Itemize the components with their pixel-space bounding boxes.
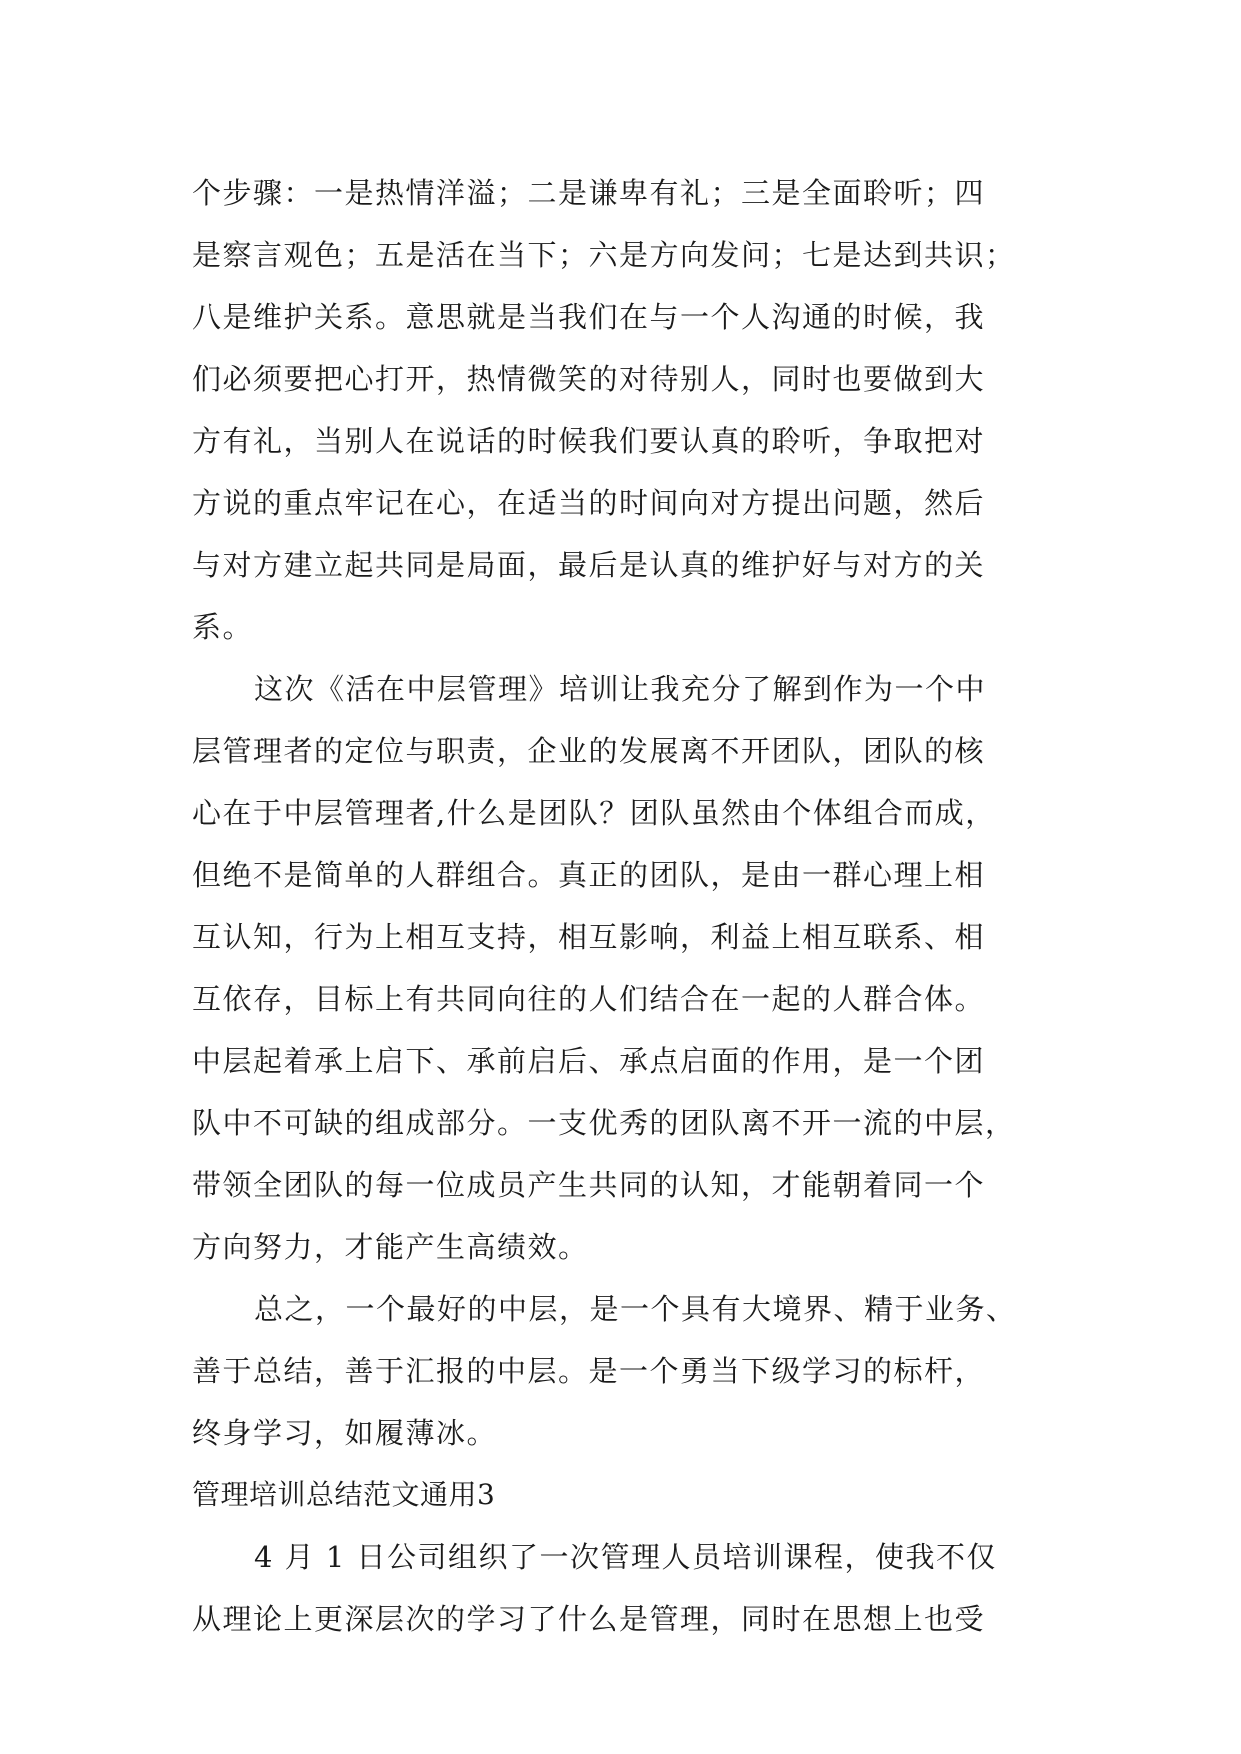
text-line: 带领全团队的每一位成员产生共同的认知，才能朝着同一个 — [192, 1168, 986, 1202]
text-line: 中层起着承上启下、承前启后、承点启面的作用，是一个团 — [192, 1044, 986, 1078]
text-line: 方向努力，才能产生高绩效。 — [192, 1230, 589, 1264]
text-line: 方有礼，当别人在说话的时候我们要认真的聆听，争取把对 — [192, 424, 986, 458]
text-line: 4 月 1 日公司组织了一次管理人员培训课程，使我不仅 — [254, 1540, 998, 1574]
text-line: 善于总结，善于汇报的中层。是一个勇当下级学习的标杆， — [192, 1354, 986, 1388]
text-line: 与对方建立起共同是局面，最后是认真的维护好与对方的关 — [192, 548, 986, 582]
text-line: 们必须要把心打开，热情微笑的对待别人，同时也要做到大 — [192, 362, 986, 396]
text-line: 是察言观色；五是活在当下；六是方向发问；七是达到共识； — [192, 238, 1016, 272]
text-line: 系。 — [192, 610, 254, 644]
text-line: 层管理者的定位与职责，企业的发展离不开团队，团队的核 — [192, 734, 986, 768]
paragraph-3 — [192, 1278, 1092, 1464]
section-heading: 管理培训总结范文通用3 — [192, 1478, 496, 1511]
text-line: 互依存，目标上有共同向往的人们结合在一起的人群合体。 — [192, 982, 986, 1016]
text-line: 互认知，行为上相互支持，相互影响，利益上相互联系、相 — [192, 920, 986, 954]
text-line: 个步骤：一是热情洋溢；二是谦卑有礼；三是全面聆听；四 — [192, 176, 986, 210]
text-line: 方说的重点牢记在心，在适当的时间向对方提出问题，然后 — [192, 486, 986, 520]
text-line: 从理论上更深层次的学习了什么是管理，同时在思想上也受 — [192, 1602, 986, 1636]
text-line: 这次《活在中层管理》培训让我充分了解到作为一个中 — [254, 672, 987, 706]
text-line: 队中不可缺的组成部分。一支优秀的团队离不开一流的中层， — [192, 1106, 1016, 1140]
text-line: 终身学习，如履薄冰。 — [192, 1416, 498, 1450]
text-line: 心在于中层管理者,什么是团队？团队虽然由个体组合而成， — [192, 796, 996, 830]
paragraph-4 — [192, 1526, 1092, 1650]
paragraph-2 — [192, 658, 1092, 1278]
text-line: 八是维护关系。意思就是当我们在与一个人沟通的时候，我 — [192, 300, 986, 334]
text-line: 总之，一个最好的中层，是一个具有大境界、精于业务、 — [254, 1292, 1017, 1326]
paragraph-1 — [192, 162, 1092, 658]
document-body — [192, 162, 1092, 1650]
text-line: 但绝不是简单的人群组合。真正的团队，是由一群心理上相 — [192, 858, 986, 892]
